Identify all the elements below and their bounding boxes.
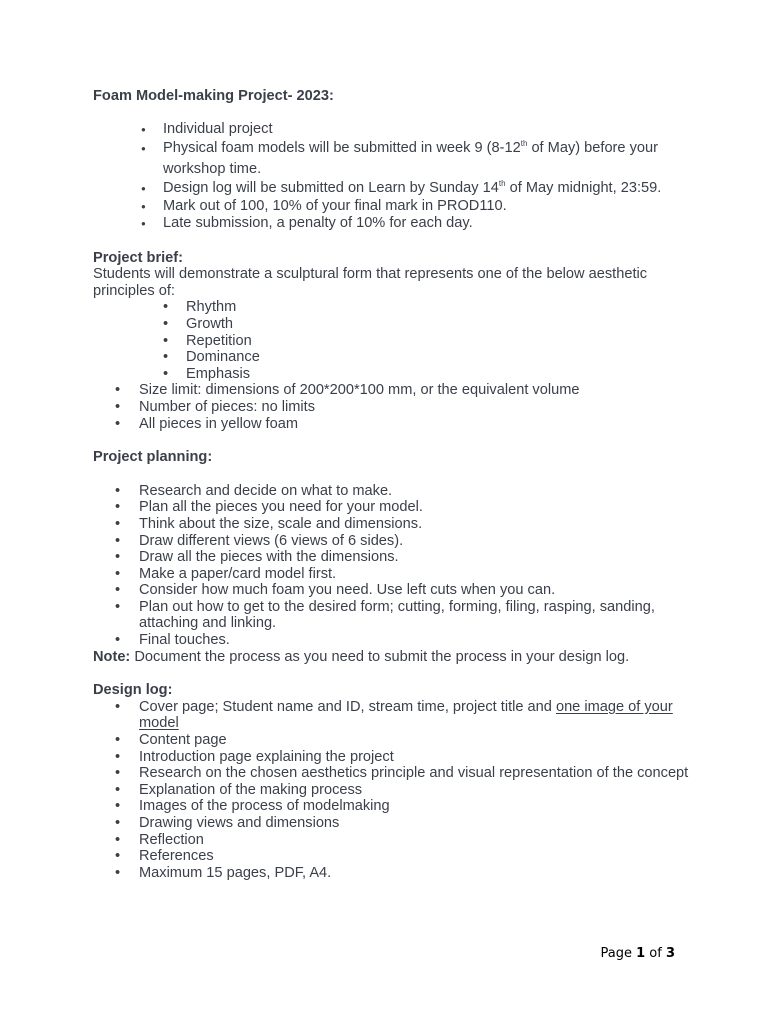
list-item: • Final touches. xyxy=(93,632,693,649)
list-item xyxy=(93,215,693,233)
page-word: Page xyxy=(600,946,632,961)
list-item: • Plan all the pieces you need for your model. xyxy=(93,499,693,516)
list-item xyxy=(93,121,693,139)
planning-note xyxy=(93,649,693,666)
list-item: • Growth xyxy=(93,316,693,333)
overview-list xyxy=(93,121,693,233)
list-item: • Content page xyxy=(93,732,693,749)
list-item: • Plan out how to get to the desired form; cutting, forming, filing, rasping, sanding, attaching and linking. xyxy=(93,599,693,632)
page-total: 3 xyxy=(665,946,675,961)
list-item: • Draw different views (6 views of 6 sides). xyxy=(93,533,693,550)
list-item: • All pieces in yellow foam xyxy=(93,416,693,433)
list-item: • Rhythm xyxy=(93,299,693,316)
superscript: th xyxy=(498,179,506,189)
planning-heading: Project planning: xyxy=(93,449,213,466)
list-item: • Make a paper/card model first. xyxy=(93,566,693,583)
list-item: • Repetition xyxy=(93,333,693,350)
list-item-text: Physical foam models will be submitted in week 9 (8-12 xyxy=(163,140,521,157)
principles-list xyxy=(93,299,693,382)
requirements-list xyxy=(93,382,693,432)
list-item xyxy=(93,180,693,198)
brief-heading: Project brief: xyxy=(93,249,184,266)
list-item: • Size limit: dimensions of 200*200*100 mm, or the equivalent volume xyxy=(93,382,693,399)
superscript: th xyxy=(520,139,528,149)
list-item-text: Design log will be submitted on Learn by Sunday 14 xyxy=(163,180,499,197)
list-item: • Number of pieces: no limits xyxy=(93,399,693,416)
document-title: Foam Model-making Project- 2023: xyxy=(93,88,334,104)
list-item: • Dominance xyxy=(93,349,693,366)
list-item xyxy=(93,138,693,180)
list-item: • Research and decide on what to make. xyxy=(93,483,693,500)
list-item: • References xyxy=(93,848,693,865)
of-word: of xyxy=(649,946,662,961)
list-item: • Reflection xyxy=(93,832,693,849)
list-item: • Maximum 15 pages, PDF, A4. xyxy=(93,865,693,882)
list-item-text: Cover page; Student name and ID, stream time, project title and xyxy=(139,698,556,715)
list-item: • Introduction page explaining the project xyxy=(93,749,693,766)
note-label: Note: xyxy=(93,648,131,665)
list-item: • Think about the size, scale and dimensions. xyxy=(93,516,693,533)
design-log-heading: Design log: xyxy=(93,682,173,699)
document-page xyxy=(93,88,693,881)
list-item-text: Mark out of 100, 10% of your final mark in PROD110. xyxy=(163,197,507,214)
brief-intro: Students will demonstrate a sculptural form that represents one of the below aesthetic principles of: xyxy=(93,266,648,299)
note-text: Document the process as you need to submit the process in your design log. xyxy=(130,648,630,665)
list-item xyxy=(93,198,693,216)
list-item: • Consider how much foam you need. Use left cuts when you can. xyxy=(93,582,693,599)
list-item: • Images of the process of modelmaking xyxy=(93,798,693,815)
list-item: • Emphasis xyxy=(93,366,693,383)
page-current: 1 xyxy=(636,946,646,961)
list-item-text: of May midnight, 23:59. xyxy=(505,180,662,197)
list-item: • Drawing views and dimensions xyxy=(93,815,693,832)
list-item: • Draw all the pieces with the dimensions. xyxy=(93,549,693,566)
list-item-text: Late submission, a penalty of 10% for each day. xyxy=(163,215,473,232)
list-item: • Research on the chosen aesthetics principle and visual representation of the concept xyxy=(93,765,693,782)
list-item xyxy=(93,699,693,732)
underlined-text: one image of your model xyxy=(139,698,673,732)
design-log-list xyxy=(93,699,693,882)
list-item-text: Individual project xyxy=(163,120,273,137)
planning-list xyxy=(93,483,693,649)
list-item: • Explanation of the making process xyxy=(93,782,693,799)
page-number xyxy=(600,946,675,963)
list-item-text: of May) before your workshop time. xyxy=(163,140,658,178)
